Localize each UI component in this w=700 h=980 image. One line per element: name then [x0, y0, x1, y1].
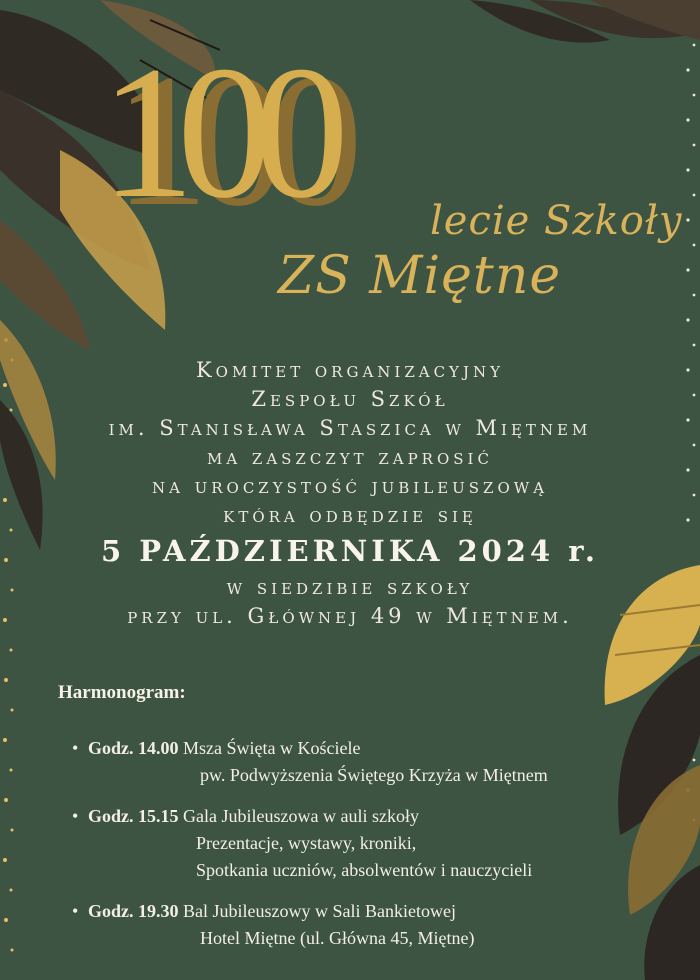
invitation-line: im. Stanisława Staszica w Miętnem — [108, 416, 592, 440]
schedule-time: Godz. 14.00 — [88, 738, 179, 758]
bullet-icon: • — [72, 738, 79, 758]
invitation-line: Komitet organizacyjny — [195, 358, 505, 382]
schedule-time: Godz. 15.15 — [88, 806, 179, 826]
schedule-item — [72, 806, 419, 827]
anniversary-number: 100 — [100, 28, 331, 238]
invitation-line: Zespołu Szkół — [251, 387, 449, 411]
invitation-line: na uroczystość jubileuszową — [151, 474, 549, 498]
invitation-line: w siedzibie szkoły — [226, 575, 474, 599]
bullet-icon: • — [72, 806, 79, 826]
schedule-text: Bal Jubileuszowy w Sali Bankietowej — [183, 901, 456, 921]
schedule-item — [72, 901, 456, 922]
palm-leaves-top-right-decoration — [470, 0, 700, 90]
invitation-line: ma zaszczyt zaprosić — [207, 445, 493, 469]
bullet-icon: • — [72, 901, 79, 921]
schedule-text: Gala Jubileuszowa w auli szkoły — [183, 806, 419, 826]
school-name: ZS Miętne — [278, 246, 562, 306]
invitation-line: przy ul. Głównej 49 w Miętnem. — [127, 604, 573, 628]
schedule-heading: Harmonogram: — [58, 682, 186, 703]
schedule-item — [72, 738, 360, 759]
schedule-detail: Spotkania uczniów, absolwentów i nauczycieli — [196, 860, 533, 880]
monstera-leaves-bottom-right-decoration — [560, 535, 700, 980]
schedule-detail: pw. Podwyższenia Świętego Krzyża w Miętnem — [200, 765, 548, 785]
schedule-text: Msza Święta w Kościele — [183, 738, 361, 758]
event-date: 5 PAŹDZIERNIKA 2024 r. — [101, 534, 599, 568]
schedule-time: Godz. 19.30 — [88, 901, 179, 921]
schedule-detail: Prezentacje, wystawy, kroniki, — [196, 833, 417, 853]
invitation-line: która odbędzie się — [223, 503, 477, 527]
anniversary-subtitle: lecie Szkoły — [430, 198, 683, 244]
schedule-detail: Hotel Miętne (ul. Główna 45, Miętne) — [200, 928, 475, 948]
